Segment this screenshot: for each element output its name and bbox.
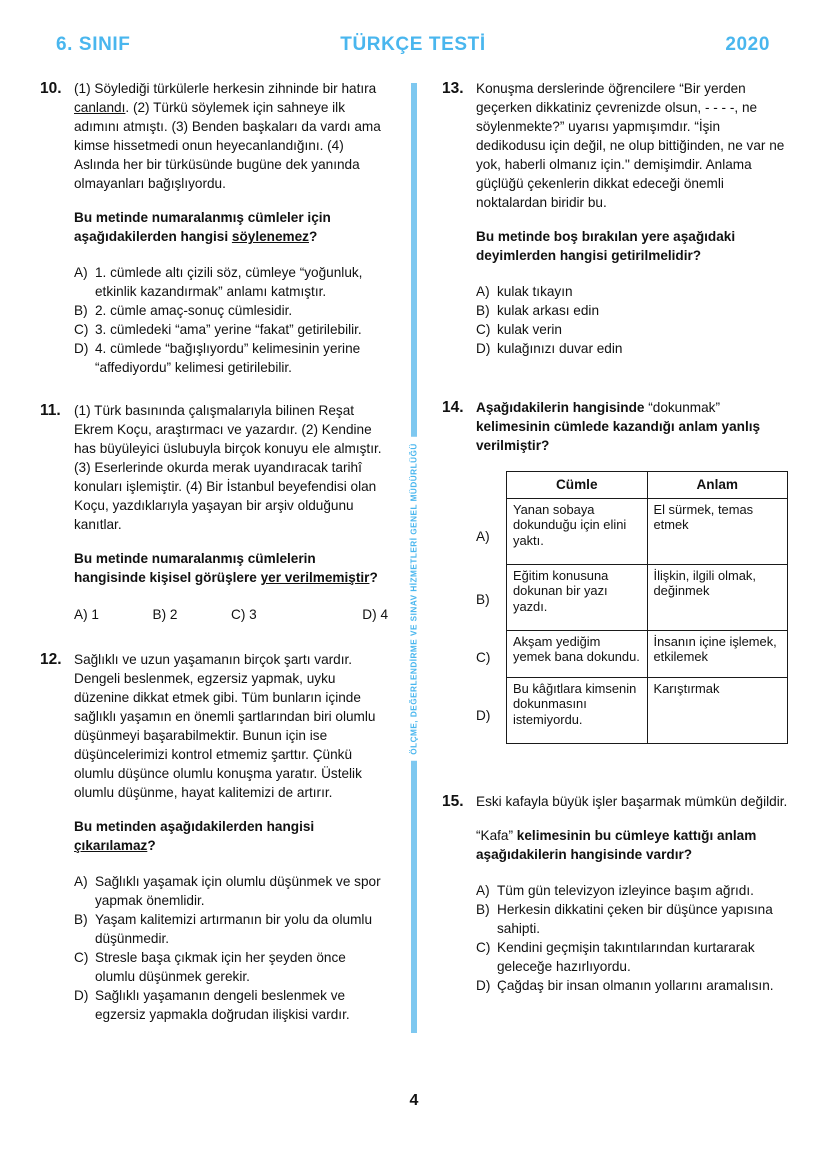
table-row[interactable] — [507, 630, 788, 677]
option-d-letter: D) — [476, 978, 491, 993]
option-d-letter: D) — [476, 341, 491, 356]
option-a[interactable] — [74, 263, 388, 301]
row-b-meaning: İlişkin, ilgili olmak, değinmek — [647, 564, 788, 630]
stem-quoted-word: “dokunmak” — [648, 400, 721, 415]
row-a-sentence: Yanan sobaya dokunduğu için elini yaktı. — [507, 498, 648, 564]
option-b-letter: B) — [74, 303, 88, 318]
passage-part-b: . (2) Türkü söylemek için sahneye ilk adımını atmıştı. (3) Benden başkaları da vardı ama kimse hissetmedi onun heyecanlandığını. (4) Aslında her bir türküsünde bugüne dek yanında olmayanları bağışlıyordu. — [74, 100, 381, 191]
option-d[interactable] — [74, 986, 388, 1024]
option-c[interactable] — [476, 938, 788, 976]
question-15-number: 15. — [442, 793, 464, 810]
column-header-meaning: Anlam — [647, 472, 788, 499]
stem-underlined-word: çıkarılamaz — [74, 838, 148, 853]
question-11-passage: (1) Türk basınında çalışmalarıyla bilinen Reşat Ekrem Koçu, araştırmacı ve yazardır. (2) Kendine has büyüleyici üslubuyla birçok konuyu ele almıştır. (3) Eserlerinde okurda merak uyandıracak tarihî konuları işlemiştir. (4) Bir İstanbul beyefendisi olan Koçu, yazdıklarıyla yaşayan bir arşiv olduğunu kanıtlar. — [74, 403, 382, 532]
table-header-row — [507, 472, 788, 499]
option-c-letter[interactable]: C) — [476, 649, 491, 665]
option-b-letter: B) — [152, 607, 167, 622]
stem-part-b: ? — [308, 229, 318, 244]
option-a[interactable] — [476, 282, 788, 301]
right-column — [432, 79, 788, 1119]
option-d-letter: D) — [74, 341, 89, 356]
question-12-number: 12. — [40, 651, 62, 668]
question-12-passage: Sağlıklı ve uzun yaşamanın birçok şartı vardır. Dengeli beslenmek, egzersiz yapmak, uyku düzenine dikkat etmek gibi. Tüm bunların içinde sağlıklı yaşamın en önemli şartlarından biri olumlu düşünmeyi başarabilmektir. Bunun için ise düşüncelerimizi kontrol etmemiz şarttır. Çünkü olumlu düşünce olumlu konuşma yaratır. Üstelik olumlu düşünme, hayat kalitemizi de artırır. — [74, 652, 376, 800]
grade-label: 6. SINIF — [56, 34, 131, 55]
question-15-options — [476, 881, 788, 995]
divider-institution-label: ÖLÇME, DEĞERLENDİRME VE SINAV HİZMETLERİ GENEL MÜDÜRLÜĞÜ — [408, 437, 421, 761]
row-d-sentence: Bu kâğıtlara kimsenin dokunmasını istemiyordu. — [507, 677, 648, 743]
question-10-options — [74, 263, 388, 377]
option-a-letter: A) — [476, 883, 490, 898]
option-b-letter: B) — [74, 912, 88, 927]
option-d[interactable] — [476, 976, 788, 995]
row-b-sentence: Eğitim konusuna dokunan bir yazı yazdı. — [507, 564, 648, 630]
option-d-text: 4 — [380, 607, 388, 622]
table-row[interactable] — [507, 677, 788, 743]
option-d[interactable] — [74, 339, 388, 377]
option-c-text: Stresle başa çıkmak için her şeyden önce olumlu düşünmek gerekir. — [95, 950, 346, 984]
stem-quoted-word: “Kafa” — [476, 828, 514, 843]
left-column — [40, 79, 396, 1119]
question-10 — [40, 79, 388, 377]
column-divider — [396, 79, 432, 1119]
passage-underlined-word: canlandı — [74, 100, 126, 115]
question-13-stem: Bu metinde boş bırakılan yere aşağıdaki deyimlerden hangisi getirilmelidir? — [476, 229, 736, 263]
option-b[interactable] — [74, 301, 388, 320]
option-c-text: kulak verin — [497, 322, 562, 337]
question-13 — [442, 79, 788, 358]
question-13-passage: Konuşma derslerinde öğrencilere “Bir yerden geçerken dikkatiniz çevrenizde olsun, - - - -, ne söylenmekte?” uyarısı yapmışımdır. “İşin dedikodusu için değil, ne olup bittiğinden, ne var ne yok, haberli olmanız için.'' demişimdir. Anlama güçlüğü çekenlerin dikkat edeceği önemli noktalardan biridir bu. — [476, 81, 785, 210]
question-14-option-table-block — [476, 471, 788, 744]
option-b[interactable] — [74, 910, 388, 948]
option-c-text: 3 — [249, 607, 257, 622]
option-d-letter[interactable]: D) — [476, 707, 491, 723]
question-columns — [40, 79, 788, 1119]
stem-rest: kelimesinin bu cümleye kattığı anlam aşağıdakilerin hangisinde vardır? — [476, 828, 757, 862]
year-label: 2020 — [725, 34, 770, 55]
option-c[interactable] — [231, 605, 310, 624]
option-a-text: Sağlıklı yaşamak için olumlu düşünmek ve spor yapmak önemlidir. — [95, 874, 381, 908]
option-d-text: Çağdaş bir insan olmanın yollarını aramalısın. — [497, 978, 774, 993]
exam-header — [40, 34, 788, 68]
stem-part-a: Bu metinde numaralanmış cümleler için aşağıdakilerden hangisi — [74, 210, 331, 244]
option-d-letter: D) — [362, 607, 377, 622]
row-a-meaning: El sürmek, temas etmek — [647, 498, 788, 564]
option-c-letter: C) — [231, 607, 246, 622]
column-header-sentence: Cümle — [507, 472, 648, 499]
stem-part-a: Bu metinde numaralanmış cümlelerin hangisinde kişisel görüşlere — [74, 551, 316, 585]
option-letters-column — [476, 471, 506, 744]
option-d-text: kulağınızı duvar edin — [497, 341, 623, 356]
question-15-passage: Eski kafayla büyük işler başarmak mümkün değildir. — [476, 794, 788, 809]
option-c-letter: C) — [74, 322, 89, 337]
question-10-stem — [74, 208, 388, 246]
stem-part-b: ? — [147, 838, 156, 853]
option-b-letter: B) — [476, 902, 490, 917]
question-11-options — [74, 605, 388, 624]
option-a[interactable] — [74, 605, 153, 624]
stem-part-a: Bu metinden aşağıdakilerden hangisi — [74, 819, 315, 834]
question-14-stem — [476, 398, 788, 455]
page-number: 4 — [409, 1092, 419, 1109]
question-11-number: 11. — [40, 402, 61, 419]
option-a-letter[interactable]: A) — [476, 528, 490, 544]
row-d-meaning: Karıştırmak — [647, 677, 788, 743]
option-a-letter: A) — [476, 284, 490, 299]
option-b-text: Herkesin dikkatini çeken bir düşünce yapısına sahipti. — [497, 902, 773, 936]
stem-part-b: ? — [369, 570, 378, 585]
option-d[interactable] — [310, 605, 389, 624]
question-15 — [442, 792, 788, 995]
option-b-text: 2 — [169, 607, 178, 622]
option-b-text: 2. cümle amaç-sonuç cümlesidir. — [95, 303, 293, 318]
option-a-text: 1. cümlede altı çizili söz, cümleye “yoğunluk, etkinlik kazandırmak” anlamı katmıştır. — [95, 265, 363, 299]
option-d[interactable] — [476, 339, 788, 358]
stem-underlined-word: söylenemez — [231, 229, 309, 244]
question-14 — [442, 398, 788, 744]
question-12-options — [74, 872, 388, 1024]
option-d-letter: D) — [74, 988, 89, 1003]
passage-part-a: (1) Söylediği türkülerle herkesin zihninde bir hatıra — [74, 81, 377, 96]
question-12 — [40, 650, 388, 1024]
option-c[interactable] — [74, 320, 388, 339]
option-b-text: kulak arkası edin — [497, 303, 600, 318]
meaning-table — [506, 471, 788, 744]
option-b[interactable] — [476, 301, 788, 320]
option-a-text: 1 — [91, 607, 99, 622]
option-c-letter: C) — [74, 950, 89, 965]
option-c-text: Kendini geçmişin takıntılarından kurtararak geleceğe hazırlıyordu. — [497, 940, 755, 974]
option-b[interactable] — [476, 900, 788, 938]
option-a[interactable] — [476, 881, 788, 900]
option-c-letter: C) — [476, 940, 491, 955]
row-c-meaning: İnsanın içine işlemek, etkilemek — [647, 630, 788, 677]
option-b-text: Yaşam kalitemizi artırmanın bir yolu da olumlu düşünmedir. — [95, 912, 373, 946]
option-c[interactable] — [476, 320, 788, 339]
option-c-text: 3. cümledeki “ama” yerine “fakat” getirilebilir. — [95, 322, 362, 337]
test-title: TÜRKÇE TESTİ — [340, 34, 486, 55]
option-b-letter: B) — [476, 303, 490, 318]
stem-underlined-word: yer verilmemiştir — [260, 570, 370, 585]
table-row[interactable] — [507, 498, 788, 564]
option-b[interactable] — [153, 605, 232, 624]
question-13-number: 13. — [442, 80, 464, 97]
option-d-text: 4. cümlede “bağışlıyordu” kelimesinin yerine “affediyordu” kelimesi getirilebilir. — [95, 341, 361, 375]
stem-part-b: kelimesinin cümlede kazandığı anlam yanlış verilmiştir? — [476, 419, 761, 453]
question-14-number: 14. — [442, 399, 464, 416]
stem-part-a: Aşağıdakilerin hangisinde — [476, 400, 649, 415]
option-a[interactable] — [74, 872, 388, 910]
option-a-letter: A) — [74, 607, 88, 622]
row-c-sentence: Akşam yediğim yemek bana dokundu. — [507, 630, 648, 677]
option-a-letter: A) — [74, 265, 88, 280]
question-10-number: 10. — [40, 80, 62, 97]
question-13-options — [476, 282, 788, 358]
question-12-stem — [74, 817, 388, 855]
question-10-passage — [74, 79, 388, 193]
question-11 — [40, 401, 388, 624]
option-c[interactable] — [74, 948, 388, 986]
question-15-stem — [476, 826, 788, 864]
option-a-text: kulak tıkayın — [497, 284, 573, 299]
option-b-letter[interactable]: B) — [476, 591, 490, 607]
option-a-letter: A) — [74, 874, 88, 889]
option-a-text: Tüm gün televizyon izleyince başım ağrıdı. — [497, 883, 754, 898]
question-11-stem — [74, 549, 388, 587]
option-c-letter: C) — [476, 322, 491, 337]
table-row[interactable] — [507, 564, 788, 630]
option-d-text: Sağlıklı yaşamanın dengeli beslenmek ve egzersiz yapmakla doğrudan ilişkisi vardır. — [95, 988, 350, 1022]
